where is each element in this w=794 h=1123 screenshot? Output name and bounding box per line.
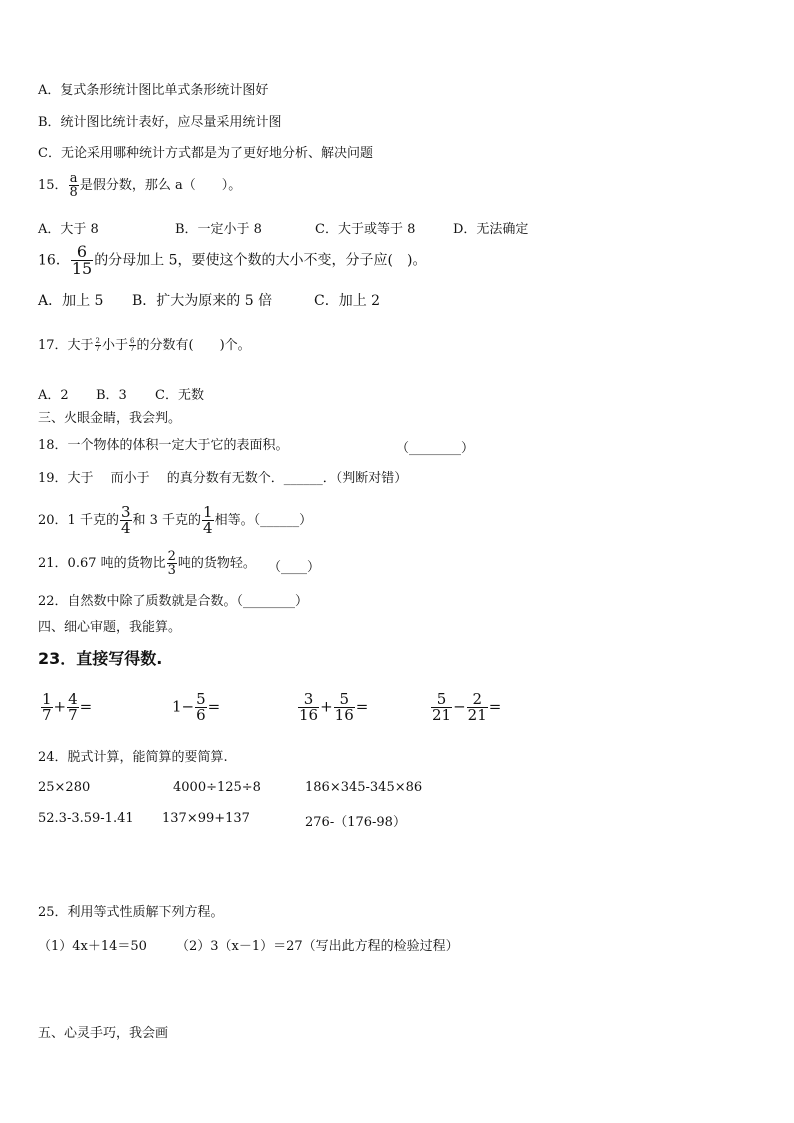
q18-blank: （________） — [396, 441, 475, 456]
q17-fraction-2 — [129, 338, 135, 353]
q23-e4-a-num: 5 — [431, 692, 452, 708]
q15-frac-numerator: a — [69, 171, 78, 186]
q20-f1-denominator: 4 — [120, 519, 131, 537]
q23-e1-a-den: 7 — [42, 706, 52, 724]
q17-option-c: C．无数 — [155, 388, 204, 403]
q17-option-a: A．2 — [38, 388, 69, 403]
q23-e2-prefix: 1− — [172, 697, 195, 716]
q21-suffix: 吨的货物轻。 — [177, 556, 256, 571]
q14-option-a: A．复式条形统计图比单式条形统计图好 — [38, 83, 269, 98]
q20-f2-denominator: 4 — [203, 519, 213, 537]
q23-expression-2 — [172, 692, 220, 723]
q21-blank: （____） — [268, 560, 321, 575]
q23-e2-frac — [195, 692, 207, 723]
q20-suffix: 相等。（______） — [214, 513, 313, 528]
q23-expression-1 — [40, 692, 92, 723]
q24-r2-expr-1: 52.3-3.59-1.41 — [38, 811, 134, 826]
q24-r1-expr-2: 4000÷125÷8 — [173, 780, 261, 795]
q16-stem — [38, 244, 426, 277]
q23-expression-4 — [430, 692, 501, 723]
q23-e4-b-den: 21 — [467, 706, 487, 724]
q16-option-a: A．加上 5 — [38, 293, 104, 309]
section-5-heading: 五、心灵手巧，我会画 — [38, 1026, 169, 1041]
q23-expression-3 — [297, 692, 368, 723]
q23-e1-b-den: 7 — [68, 706, 78, 724]
q23-title: 23．直接写得数. — [38, 649, 163, 668]
q15-option-c: C．大于或等于 8 — [315, 222, 416, 237]
q15-option-b: B．一定小于 8 — [175, 222, 262, 237]
q15-option-d: D．无法确定 — [453, 222, 529, 237]
q23-e4-equals: = — [488, 697, 502, 716]
q23-e3-a-num: 3 — [298, 692, 319, 708]
q25-problem-1: （1）4x＋14＝50 — [38, 939, 147, 954]
q17-f1-numerator: 2 — [95, 337, 101, 345]
q23-e3-equals: = — [355, 697, 369, 716]
q23-e1-frac-a — [41, 692, 53, 723]
q16-frac-numerator: 6 — [71, 244, 93, 261]
q22-text: 22．自然数中除了质数就是合数。（________） — [38, 594, 309, 609]
q14-option-b: B．统计图比统计表好，应尽量采用统计图 — [38, 115, 282, 130]
q15-option-a: A．大于 8 — [38, 222, 99, 237]
q17-f2-denominator: 7 — [130, 345, 135, 353]
q20-fraction-1 — [120, 505, 132, 536]
q20-stem — [38, 505, 312, 536]
q16-frac-denominator: 15 — [71, 259, 93, 278]
q17-f2-numerator: 6 — [130, 337, 135, 345]
q14-option-c: C．无论采用哪种统计方式都是为了更好地分析、解决问题 — [38, 146, 373, 161]
q20-fraction-2 — [202, 505, 214, 536]
q17-stem — [38, 337, 251, 355]
q20-mid: 和 3 千克的 — [132, 513, 202, 528]
q23-e1-a-num: 1 — [42, 690, 52, 708]
q21-denominator: 3 — [167, 563, 176, 578]
q24-r2-expr-2: 137×99+137 — [162, 811, 250, 826]
q23-e1-b-num: 4 — [68, 690, 78, 708]
q19-text: 19．大于 而小于 的真分数有无数个．______．（判断对错） — [38, 471, 408, 486]
q18-text: 18．一个物体的体积一定大于它的表面积。 — [38, 438, 289, 453]
q23-e1-operator: + — [53, 697, 67, 716]
q23-e2-equals: = — [207, 697, 221, 716]
q23-e3-operator: + — [320, 697, 333, 716]
q23-e2-den: 6 — [196, 706, 206, 724]
q21-stem — [38, 550, 256, 577]
section-4-heading: 四、细心审题，我能算。 — [38, 620, 182, 635]
q21-numerator: 2 — [167, 549, 176, 564]
q16-fraction — [71, 244, 93, 277]
q21-prefix: 21．0.67 吨的货物比 — [38, 556, 166, 571]
q23-e3-a-den: 16 — [299, 706, 319, 724]
q25-problem-2: （2）3（x－1）＝27（写出此方程的检验过程） — [176, 939, 459, 954]
q17-prefix: 17．大于 — [38, 338, 94, 353]
q23-e1-equals: = — [79, 697, 93, 716]
q15-stem — [38, 172, 241, 199]
q17-f1-denominator: 7 — [95, 345, 101, 353]
q23-e3-b-den: 16 — [334, 706, 354, 724]
q23-e2-num: 5 — [196, 690, 206, 708]
q15-frac-denominator: 8 — [69, 185, 78, 200]
q15-number: 15． — [38, 178, 68, 193]
q25-title: 25．利用等式性质解下列方程。 — [38, 905, 224, 920]
q23-e3-frac-b — [334, 692, 355, 723]
q16-option-c: C．加上 2 — [314, 293, 381, 309]
q16-number: 16． — [38, 252, 70, 269]
q17-fraction-1 — [95, 338, 101, 353]
q23-e4-operator: − — [453, 697, 466, 716]
q17-option-b: B．3 — [96, 388, 127, 403]
q17-suffix: 的分数有( )个。 — [136, 338, 251, 353]
q17-mid: 小于 — [102, 338, 129, 353]
q15-fraction — [69, 172, 79, 199]
q24-r1-expr-3: 186×345-345×86 — [305, 780, 423, 795]
q23-e4-a-den: 21 — [432, 706, 452, 724]
q20-prefix: 20．1 千克的 — [38, 513, 119, 528]
q21-fraction — [167, 550, 177, 577]
q24-title: 24．脱式计算，能简算的要简算. — [38, 750, 228, 765]
q23-e3-b-num: 5 — [334, 692, 355, 708]
q23-e4-frac-a — [431, 692, 452, 723]
q23-e4-frac-b — [467, 692, 488, 723]
q24-r2-expr-3: 276-（176-98） — [305, 815, 406, 830]
q23-e4-b-num: 2 — [467, 692, 488, 708]
q16-text: 的分母加上 5，要使这个数的大小不变，分子应( )。 — [94, 252, 427, 269]
q16-option-b: B．扩大为原来的 5 倍 — [132, 293, 273, 309]
q24-r1-expr-1: 25×280 — [38, 780, 91, 795]
q15-text: 是假分数，那么 a（ ）。 — [79, 178, 242, 193]
q20-f1-numerator: 3 — [120, 503, 131, 521]
section-3-heading: 三、火眼金睛，我会判。 — [38, 411, 182, 426]
q23-e3-frac-a — [298, 692, 319, 723]
q23-e1-frac-b — [67, 692, 79, 723]
q20-f2-numerator: 1 — [203, 503, 213, 521]
